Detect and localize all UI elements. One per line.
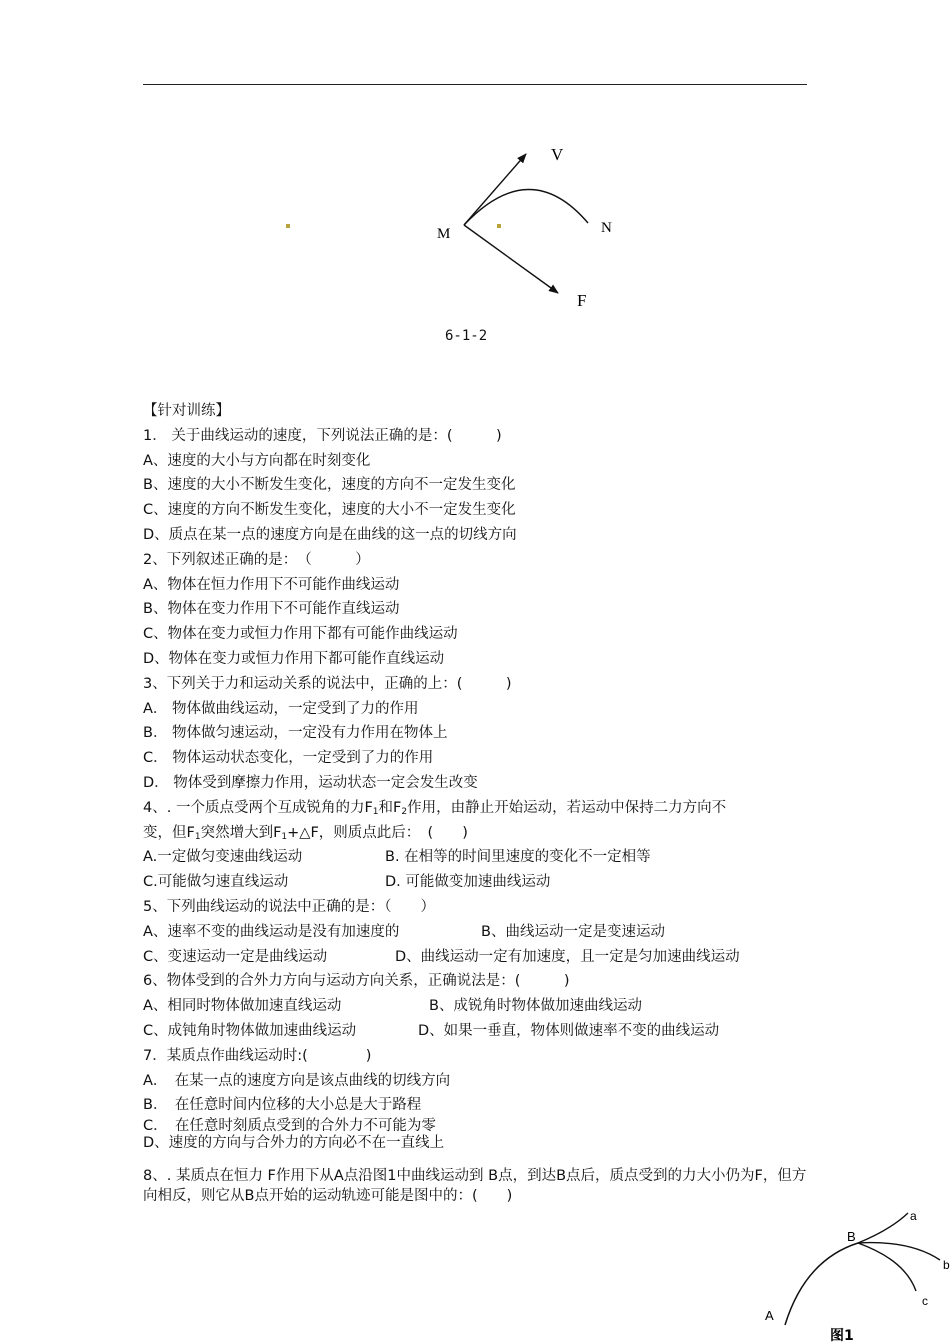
question-7-stem: 7．某质点作曲线运动时:( ) (143, 1047, 372, 1064)
label-point-a: A (765, 1308, 774, 1323)
question-2-stem: 2、下列叙述正确的是： （ ） (143, 551, 370, 568)
branch-b (858, 1243, 940, 1260)
question-1-option-b: B、速度的大小不断发生变化，速度的方向不一定发生变化 (143, 477, 516, 494)
question-8-stem: 8、. 某质点在恒力 F作用下从A点沿图1中曲线运动到 B点，到达B点后，质点受到的力大小仍为F，但方向相反，则它从B点开始的运动轨迹可能是图中的：( ) (143, 1168, 807, 1205)
question-5-option-d: D、曲线运动一定有加速度，且一定是匀加速曲线运动 (395, 948, 740, 965)
question-1-option-d: D、质点在某一点的速度方向是在曲线的这一点的切线方向 (143, 526, 517, 543)
question-7-option-d: D、速度的方向与合外力的方向必不在一直线上 (143, 1135, 445, 1152)
question-4-option-c: C.可能做匀速直线运动 (143, 874, 289, 891)
question-6-option-b: B、成锐角时物体做加速曲线运动 (429, 998, 642, 1015)
question-4-options-row1 (143, 845, 811, 870)
question-6-option-c: C、成钝角时物体做加速曲线运动 (143, 1022, 357, 1039)
question-6-options-row1 (143, 994, 811, 1019)
question-6-option-a: A、相同时物体做加速直线运动 (143, 998, 342, 1015)
question-4-option-d: D. 可能做变加速曲线运动 (385, 874, 551, 891)
velocity-arrow (464, 154, 526, 225)
question-6-option-d: D、如果一垂直，物体则做速率不变的曲线运动 (418, 1022, 720, 1039)
label-point-b: B (847, 1229, 856, 1244)
question-2-option-b: B、物体在变力作用下不可能作直线运动 (143, 601, 400, 618)
question-7-option-a: A． 在某一点的速度方向是该点曲线的切线方向 (143, 1072, 451, 1089)
section-title: 【针对训练】 (143, 403, 230, 419)
trajectory-figure-1 (760, 1205, 950, 1344)
branch-a (858, 1213, 908, 1243)
motion-diagram-figure (420, 135, 640, 315)
question-3-option-b: B． 物体做匀速运动，一定没有力作用在物体上 (143, 725, 448, 742)
question-5-option-a: A、速率不变的曲线运动是没有加速度的 (143, 923, 400, 940)
label-m: M (437, 226, 451, 242)
question-4-stem-line2: 变，但$F_1$突然增大到$F_1+\triangle F$，则质点此后： ( ) (143, 824, 468, 842)
question-3-option-c: C． 物体运动状态变化，一定受到了力的作用 (143, 750, 434, 767)
exercise-body (143, 399, 811, 1206)
question-2-option-c: C、物体在变力或恒力作用下都有可能作曲线运动 (143, 626, 458, 643)
question-1-option-a: A、速度的大小与方向都在时刻变化 (143, 452, 371, 469)
curve-ab (785, 1243, 858, 1325)
label-branch-c: c (922, 1294, 928, 1308)
label-n: N (601, 220, 612, 236)
label-branch-b: b (943, 1258, 950, 1272)
question-1-option-c: C、速度的方向不断发生变化，速度的大小不一定发生变化 (143, 502, 516, 519)
spacer (143, 1152, 811, 1166)
question-5-option-c: C、变速运动一定是曲线运动 (143, 948, 328, 965)
question-2-option-d: D、物体在变力或恒力作用下都可能作直线运动 (143, 650, 445, 667)
curve-mn (464, 189, 588, 225)
question-5-option-b: B、曲线运动一定是变速运动 (481, 923, 665, 940)
label-f: F (577, 291, 587, 310)
branch-c (858, 1243, 916, 1291)
scan-dot (497, 224, 501, 228)
header-rule (143, 84, 807, 85)
question-3-stem: 3、下列关于力和运动关系的说法中，正确的上：( ) (143, 675, 512, 692)
question-2-option-a: A、物体在恒力作用下不可能作曲线运动 (143, 576, 400, 593)
label-v: V (551, 145, 564, 164)
question-5-options-row1 (143, 920, 811, 945)
question-7-option-b: B． 在任意时间内位移的大小总是大于路程 (143, 1097, 422, 1114)
figure-caption: 6-1-2 (445, 328, 488, 344)
force-arrow (464, 225, 558, 293)
question-5-options-row2 (143, 945, 811, 970)
question-5-stem: 5、下列曲线运动的说法中正确的是：（ ） (143, 898, 435, 915)
scan-dot (286, 224, 290, 228)
question-3-option-d: D． 物体受到摩擦力作用，运动状态一定会发生改变 (143, 774, 478, 791)
question-7-option-c: C． 在任意时刻质点受到的合外力不可能为零 (143, 1118, 436, 1135)
question-4-option-b: B. 在相等的时间里速度的变化不一定相等 (385, 849, 651, 866)
question-1-stem: 1． 关于曲线运动的速度，下列说法正确的是：( ) (143, 427, 502, 444)
question-4-stem-line1: 4、. 一个质点受两个互成锐角的力$F_1$和$F_2$作用，由静止开始运动，若运动中保持二力方向不 (143, 799, 727, 817)
figure-1-caption: 图1 (830, 1328, 854, 1344)
question-4-option-a: A.一定做匀变速曲线运动 (143, 849, 303, 866)
question-3-option-a: A． 物体做曲线运动，一定受到了力的作用 (143, 700, 419, 717)
question-6-options-row2 (143, 1019, 811, 1044)
label-branch-a: a (910, 1209, 917, 1223)
question-4-options-row2 (143, 870, 811, 895)
question-6-stem: 6、物体受到的合外力方向与运动方向关系，正确说法是：( ) (143, 973, 570, 990)
